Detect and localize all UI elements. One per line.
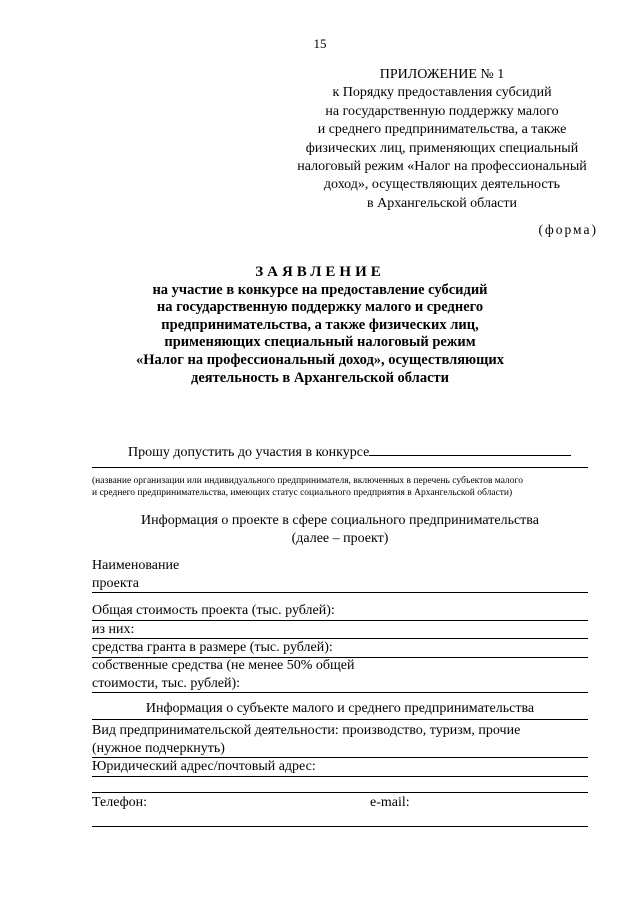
applicant-note [92,475,592,499]
contest-name-field[interactable] [369,441,571,456]
appendix-line: доход», осуществляющих деятельность [323,177,561,193]
row-label: Наименование [92,558,180,573]
title-line: применяющих специальный налоговый режим [164,334,476,351]
address-field[interactable] [92,776,588,777]
appendix-header [282,66,602,213]
phone-label: Телефон: [92,795,148,810]
project-section-title [92,512,588,548]
appendix-line: на государственную поддержку малого [325,103,559,119]
subject-section-title: Информация о субъекте малого и среднего предпринимательства [145,701,535,716]
appendix-line: налоговый режим «Налог на профессиональный [297,159,587,175]
title-line: деятельность в Архангельской области [191,369,449,386]
title-heading: ЗАЯВЛЕНИЕ [255,264,385,280]
subject-section-divider [92,719,588,720]
title-line: на участие в конкурсе на предоставление субсидий [152,281,488,298]
request-line [128,441,571,461]
page-number: 15 [313,36,327,51]
email-label: e-mail: [370,795,410,810]
row-label: стоимости, тыс. рублей): [92,675,241,691]
title-line: «Налог на профессиональный доход», осуществляющих [135,351,504,368]
form-label: (форма) [538,222,598,237]
of-which-label: из них: [92,622,135,637]
note-line: и среднего предпринимательства, имеющих статус социального предприятия в Архангельской области) [92,488,513,498]
appendix-line: ПРИЛОЖЕНИЕ № 1 [379,67,505,82]
grant-label: средства гранта в размере (тыс. рублей): [92,640,333,655]
title-line: на государственную поддержку малого и среднего [156,299,484,316]
own-funds-field[interactable] [92,692,588,693]
project-name-field[interactable] [92,592,588,593]
request-text: Прошу допустить до участия в конкурсе [128,445,370,460]
activity-label [92,722,520,757]
document-title [0,264,640,387]
phone-email-field[interactable] [92,826,588,827]
total-cost-label: Общая стоимость проекта (тыс. рублей): [92,603,335,618]
project-name-label [92,557,179,592]
total-cost-field[interactable] [92,620,588,621]
section-title-line: Информация о проекте в сфере социального предпринимательства [141,513,539,528]
row-label: собственные средства (не менее 50% общей [92,658,355,673]
row-label: проекта [92,575,139,591]
appendix-line: к Порядку предоставления субсидий [332,85,552,101]
own-funds-label [92,657,355,692]
section-title-line: (далее – проект) [291,531,389,546]
applicant-name-field[interactable] [92,467,588,468]
appendix-line: в Архангельской области [367,195,517,211]
appendix-line: физических лиц, применяющих специальный [305,140,579,156]
title-line: предпринимательства, а также физических лиц, [161,316,479,333]
row-label: (нужное подчеркнуть) [92,740,225,756]
row-label: Вид предпринимательской деятельности: производство, туризм, прочие [92,723,521,738]
address-label: Юридический адрес/почтовый адрес: [92,759,316,774]
address-field-extra[interactable] [92,792,588,793]
note-line: (название организации или индивидуального предпринимателя, включенных в перечень субъектов малого [92,476,523,486]
appendix-line: и среднего предпринимательства, а также [317,122,567,138]
